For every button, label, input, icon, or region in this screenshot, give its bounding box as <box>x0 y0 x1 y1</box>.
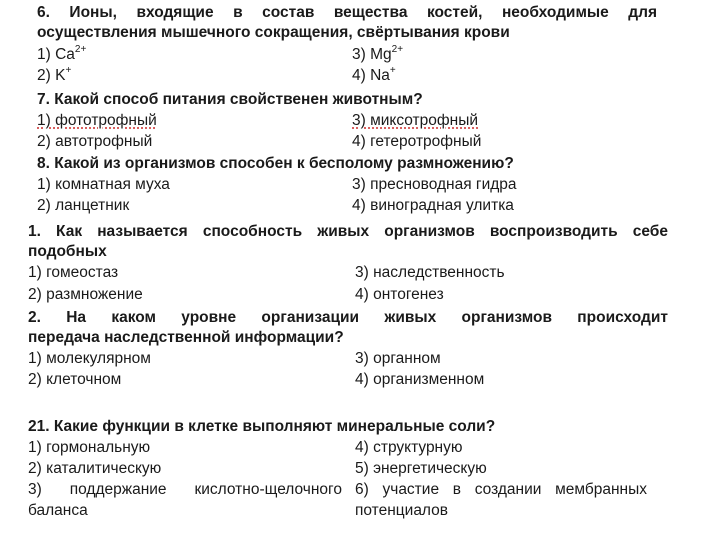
q2-text-line2: передача наследственной информации? <box>28 329 344 346</box>
q7-option-4: 4) гетеротрофный <box>352 133 482 150</box>
q2-option-2: 2) клеточном <box>28 371 122 388</box>
q7-question: 7. Какой способ питания свойственен животным? <box>37 91 423 108</box>
q6-option-2: 2) K+ <box>37 64 72 84</box>
q8-option-2: 2) ланцетник <box>37 197 130 214</box>
q21-option-1: 1) гормональную <box>28 439 151 456</box>
q7-option-1: 1) фототрофный <box>37 112 157 129</box>
q1-text-line1: 1. Как называется способность живых организмов воспроизводить себе <box>28 223 668 240</box>
q21-option-3-continued: баланса <box>28 502 88 519</box>
q6-text-line1: 6. Ионы, входящие в состав вещества костей, необходимые для <box>37 4 657 21</box>
q21-option-4: 4) структурную <box>355 439 463 456</box>
q7-option-2: 2) автотрофный <box>37 133 153 150</box>
q2-option-1: 1) молекулярном <box>28 350 151 367</box>
q1-option-4: 4) онтогенез <box>355 286 444 303</box>
q1-text-line2: подобных <box>28 243 107 260</box>
q8-option-3: 3) пресноводная гидра <box>352 176 517 193</box>
q6-option-3: 3) $Mg^{2+}$ <box>352 43 404 63</box>
q2-option-4: 4) организменном <box>355 371 485 388</box>
q8-option-4: 4) виноградная улитка <box>352 197 514 214</box>
q8-question: 8. Какой из организмов способен к бесполому размножению? <box>37 155 514 172</box>
q21-option-6-continued: потенциалов <box>355 502 449 519</box>
q21-option-5: 5) энергетическую <box>355 460 487 477</box>
q6-option-1: 1) $Ca^{2+}$ <box>37 43 87 63</box>
q1-option-1: 1) гомеостаз <box>28 264 119 281</box>
q2-text-line1: 2. На каком уровне организации живых организмов происходит <box>28 309 668 326</box>
q1-option-3: 3) наследственность <box>355 264 505 281</box>
q2-option-3: 3) органном <box>355 350 441 367</box>
q6-option-4: 4) Na+ <box>352 64 396 84</box>
q21-option-2: 2) каталитическую <box>28 460 162 477</box>
q21-option-6: 6) участие в создании мембранных <box>355 481 647 498</box>
q7-option-3: 3) миксотрофный <box>352 112 479 129</box>
q21-question: 21. Какие функции в клетке выполняют минеральные соли? <box>28 418 496 435</box>
q21-option-3: 3) поддержание кислотно-щелочного <box>28 481 342 498</box>
q1-option-2: 2) размножение <box>28 286 143 303</box>
q6-text-line2: осуществления мышечного сокращения, свёртывания крови <box>37 24 510 41</box>
q8-option-1: 1) комнатная муха <box>37 176 170 193</box>
